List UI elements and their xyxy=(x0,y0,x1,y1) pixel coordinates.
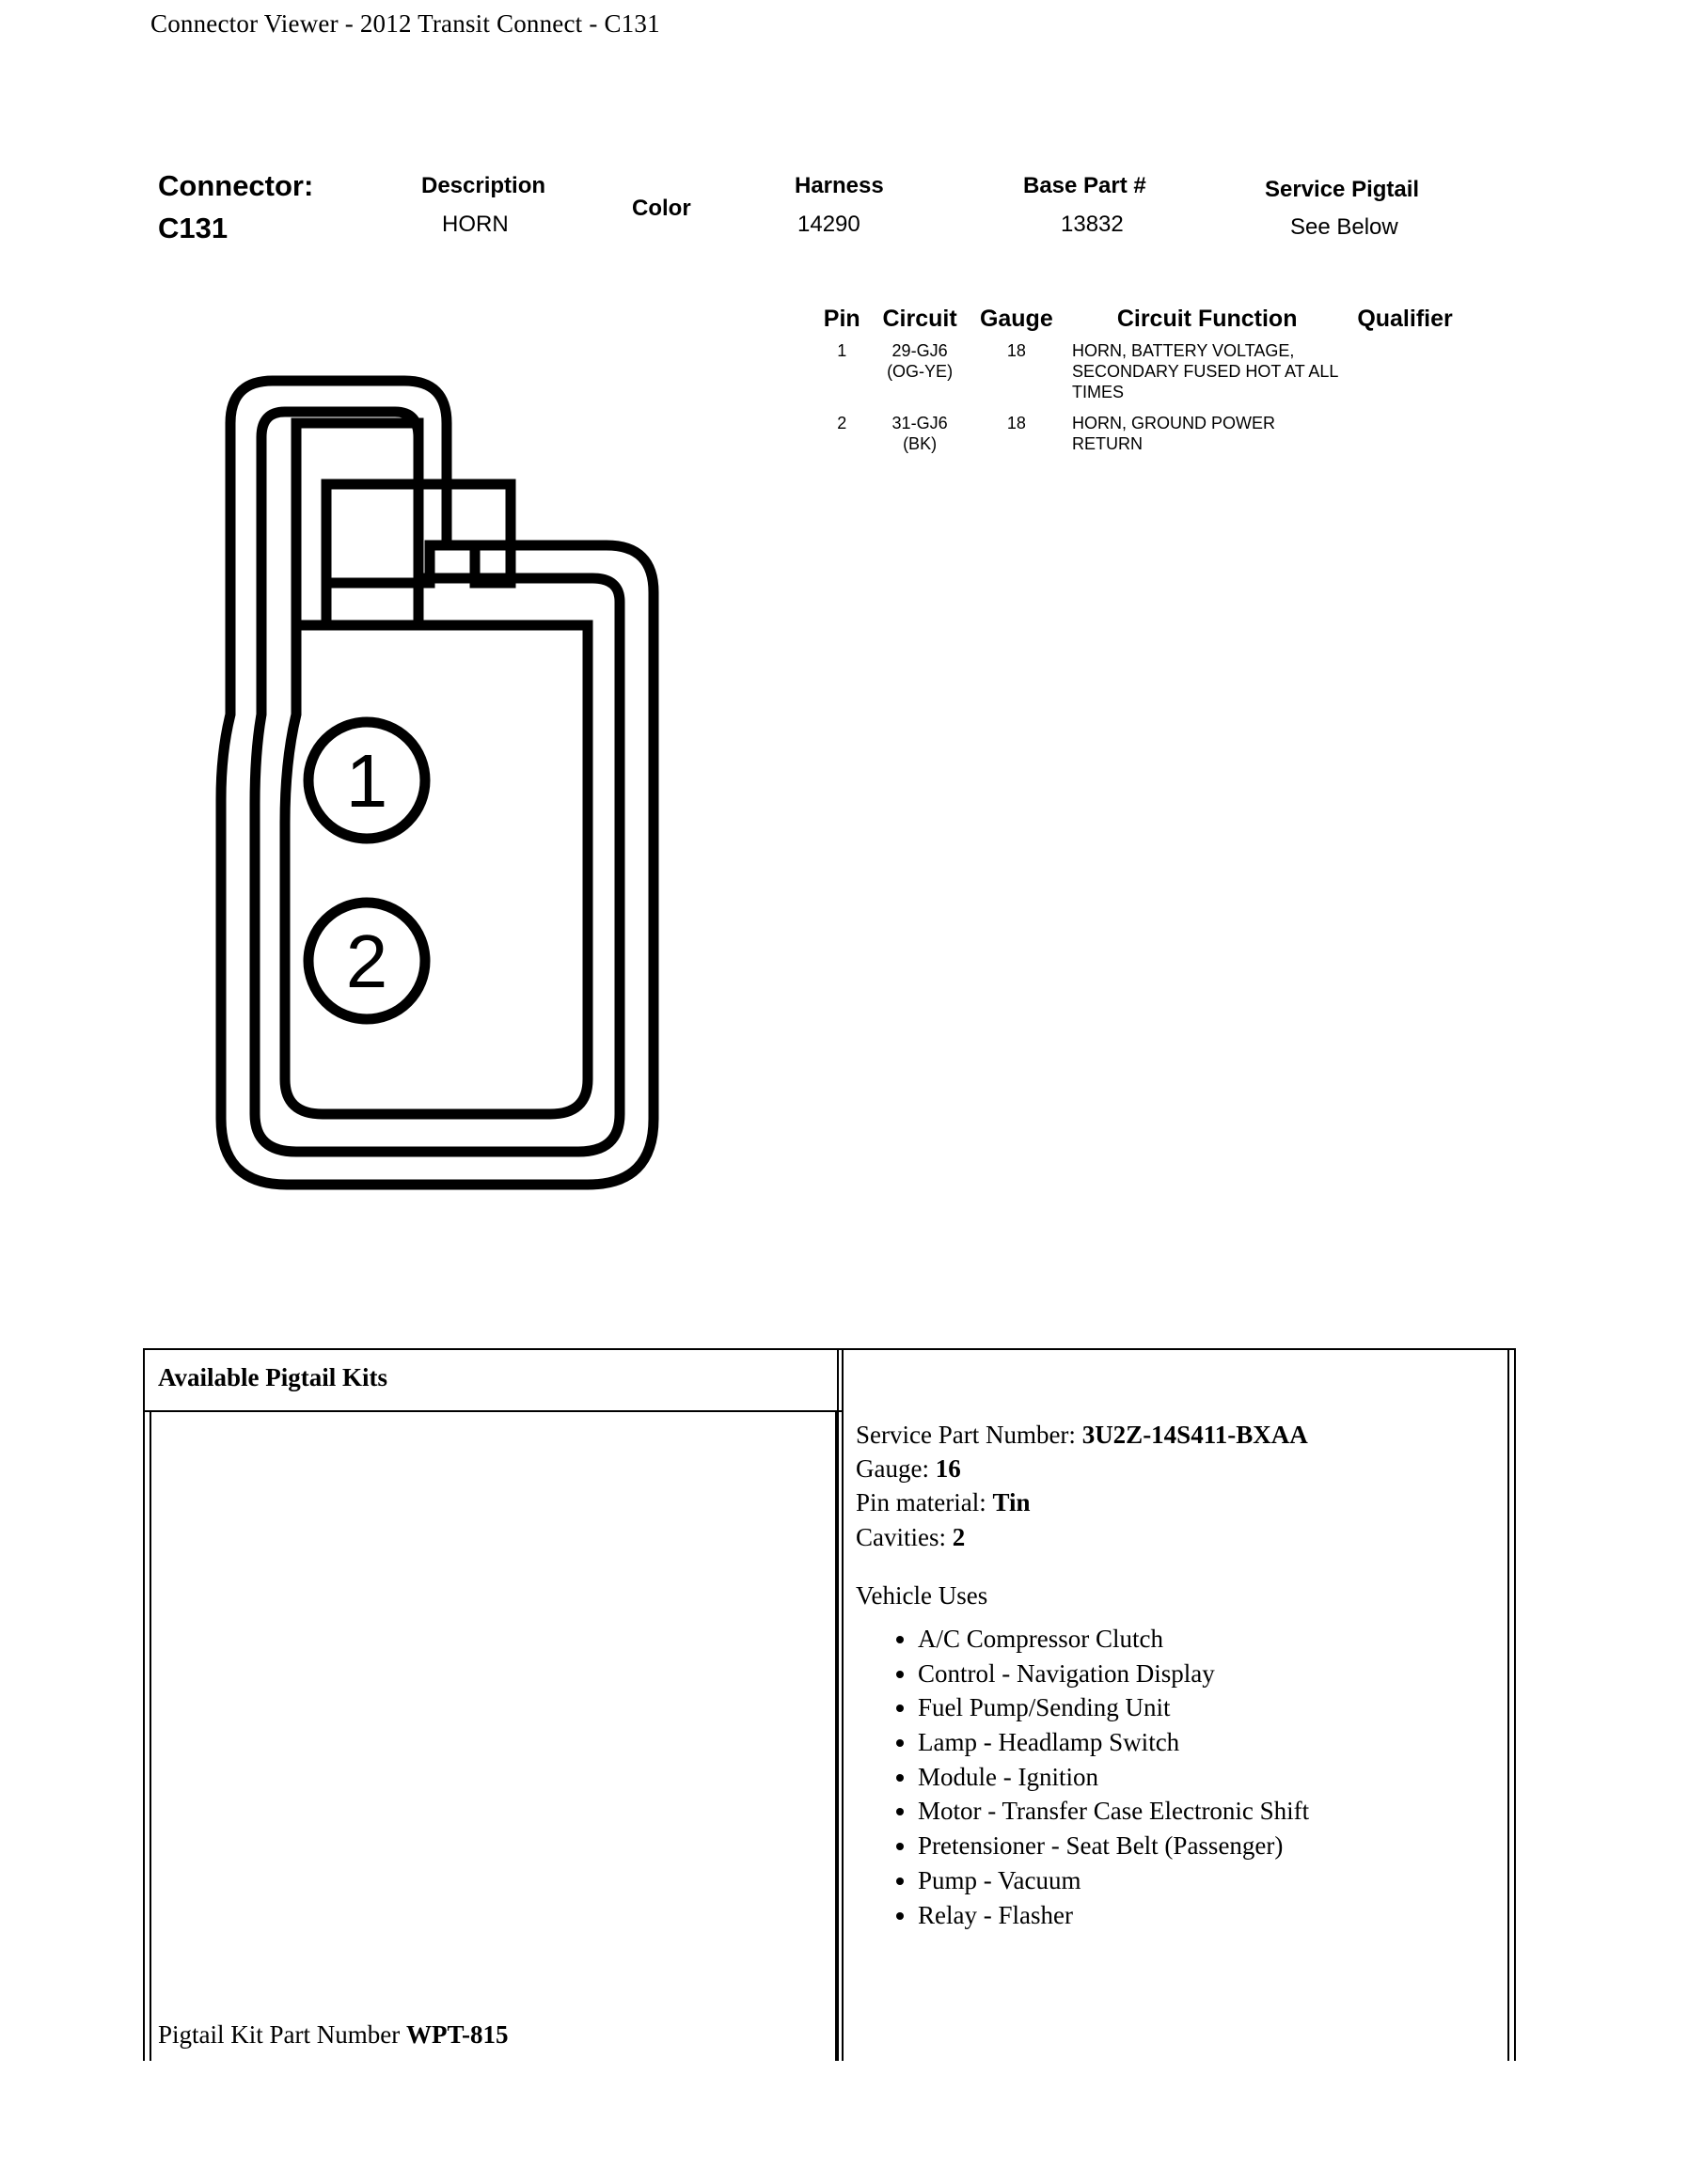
cell-gauge: 18 xyxy=(1006,341,1026,360)
base-part-label: Base Part # xyxy=(1023,173,1146,198)
column-header-circuit-function: Circuit Function xyxy=(1116,306,1298,332)
connector-diagram xyxy=(165,310,766,1279)
available-pigtail-kits-title: Available Pigtail Kits xyxy=(158,1363,387,1391)
table-row xyxy=(818,340,1476,413)
cell-circuit xyxy=(865,340,973,413)
list-item: • Pump - Vacuum xyxy=(918,1863,1495,1898)
column-header-gauge: Gauge xyxy=(979,306,1053,332)
pigtail-kit-body xyxy=(143,1412,844,2061)
table-header-row xyxy=(818,306,1476,340)
cell-circuit-function: HORN, GROUND POWER RETURN xyxy=(1072,413,1275,453)
pigtail-kit-part-number xyxy=(158,2020,509,2050)
cell-pin: 2 xyxy=(837,413,847,432)
cell-qualifier xyxy=(1342,340,1476,413)
cell-qualifier xyxy=(1342,413,1476,464)
cavities-line xyxy=(856,1520,1495,1554)
service-part-number-value: 3U2Z-14S411-BXAA xyxy=(1081,1421,1308,1449)
pigtail-kit-part-number-label: Pigtail Kit Part Number xyxy=(158,2020,401,2049)
cell-gauge: 18 xyxy=(1006,413,1026,432)
harness-label: Harness xyxy=(795,173,884,198)
pin-table xyxy=(818,306,1476,464)
service-part-number-line xyxy=(856,1418,1495,1452)
pigtail-detail-box xyxy=(837,1348,1516,2061)
pigtail-kit-part-number-value: WPT-815 xyxy=(405,2020,509,2049)
page-title: Connector Viewer - 2012 Transit Connect - C131 xyxy=(150,9,660,38)
list-item: • Module - Ignition xyxy=(918,1760,1495,1795)
description-value: HORN xyxy=(442,212,509,237)
service-pigtail-label: Service Pigtail xyxy=(1265,177,1420,202)
list-item: • Control - Navigation Display xyxy=(918,1657,1495,1691)
column-header-qualifier: Qualifier xyxy=(1357,306,1453,332)
list-item: • A/C Compressor Clutch xyxy=(918,1622,1495,1657)
list-item: • Motor - Transfer Case Electronic Shift xyxy=(918,1794,1495,1829)
cell-circuit-code: 29-GJ6 xyxy=(891,341,948,360)
service-part-number-label: Service Part Number: xyxy=(856,1421,1076,1449)
color-label: Color xyxy=(632,196,691,221)
list-item: • Fuel Pump/Sending Unit xyxy=(918,1690,1495,1725)
table-row xyxy=(818,413,1476,464)
list-item: • Relay - Flasher xyxy=(918,1898,1495,1933)
cell-pin: 1 xyxy=(837,341,847,360)
cell-circuit xyxy=(865,413,973,464)
gauge-line xyxy=(856,1452,1495,1485)
cavities-value: 2 xyxy=(952,1522,966,1551)
list-item: • Pretensioner - Seat Belt (Passenger) xyxy=(918,1829,1495,1863)
list-item: • Lamp - Headlamp Switch xyxy=(918,1725,1495,1760)
cavities-label: Cavities: xyxy=(856,1522,946,1551)
cell-circuit-color: (BK) xyxy=(903,433,938,453)
cell-circuit-color: (OG-YE) xyxy=(887,361,954,381)
pin-material-value: Tin xyxy=(992,1488,1031,1517)
base-part-value: 13832 xyxy=(1061,212,1124,237)
vehicle-uses-list xyxy=(856,1622,1495,1932)
cavity-label-1: 1 xyxy=(345,739,388,823)
cell-circuit-function: HORN, BATTERY VOLTAGE, SECONDARY FUSED HOT AT ALL TIMES xyxy=(1072,341,1338,401)
description-label: Description xyxy=(421,173,546,198)
connector-label: Connector: xyxy=(158,169,314,202)
cell-circuit-code: 31-GJ6 xyxy=(891,413,948,432)
cavity-label-2: 2 xyxy=(345,919,388,1003)
available-pigtail-kits-box xyxy=(143,1348,844,1412)
column-header-circuit: Circuit xyxy=(882,306,957,332)
column-header-pin: Pin xyxy=(823,306,860,332)
gauge-label: Gauge: xyxy=(856,1454,929,1484)
gauge-value: 16 xyxy=(935,1454,961,1484)
vehicle-uses-heading: Vehicle Uses xyxy=(856,1580,988,1610)
service-pigtail-value: See Below xyxy=(1290,214,1398,240)
pin-material-line xyxy=(856,1485,1495,1519)
pin-material-label: Pin material: xyxy=(856,1488,986,1517)
connector-id-value: C131 xyxy=(158,212,229,244)
harness-value: 14290 xyxy=(797,212,860,237)
